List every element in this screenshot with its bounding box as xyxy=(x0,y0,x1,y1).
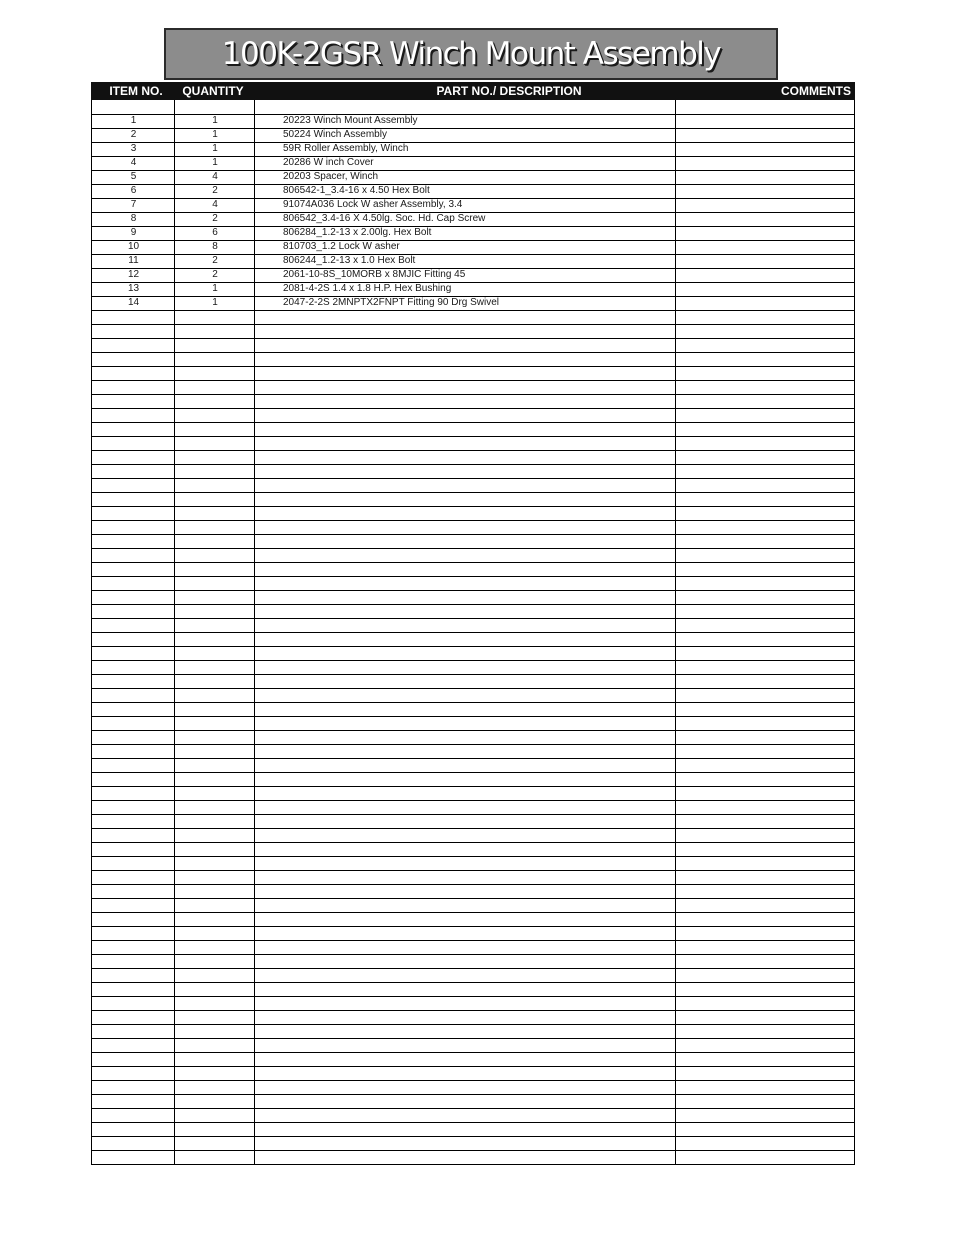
table-row xyxy=(92,240,856,254)
item-number: 7 xyxy=(130,199,137,210)
table-row xyxy=(92,170,856,184)
description-cell: 806284_1.2-13 x 2.00lg. Hex Bolt xyxy=(283,227,432,238)
row-line xyxy=(92,324,854,325)
row-line xyxy=(92,1010,854,1011)
row-line xyxy=(92,562,854,563)
quantity-cell: 1 xyxy=(212,297,218,308)
table-header xyxy=(91,82,855,100)
quantity-cell: 1 xyxy=(212,143,218,154)
description-cell: 20286 W inch Cover xyxy=(283,157,374,168)
row-line xyxy=(92,926,854,927)
row-line xyxy=(92,394,854,395)
table-row xyxy=(92,128,856,142)
quantity-cell: 2 xyxy=(212,213,218,224)
row-line xyxy=(92,660,854,661)
row-line xyxy=(92,814,854,815)
row-line xyxy=(92,548,854,549)
row-line xyxy=(92,982,854,983)
table-row xyxy=(92,226,856,240)
table-row xyxy=(92,142,856,156)
description-cell: 59R Roller Assembly, Winch xyxy=(283,143,409,154)
description-cell: 50224 Winch Assembly xyxy=(283,129,387,140)
row-line xyxy=(92,758,854,759)
table-row xyxy=(92,282,856,296)
row-line xyxy=(92,408,854,409)
row-line xyxy=(92,450,854,451)
item-number: 5 xyxy=(130,171,137,182)
item-number: 13 xyxy=(127,283,140,294)
row-line xyxy=(92,1094,854,1095)
row-line xyxy=(92,1066,854,1067)
row-line xyxy=(92,674,854,675)
row-line xyxy=(92,842,854,843)
row-line xyxy=(92,1122,854,1123)
quantity-cell: 1 xyxy=(212,157,218,168)
row-line xyxy=(92,744,854,745)
table-row xyxy=(92,268,856,282)
item-number: 3 xyxy=(130,143,137,154)
quantity-cell: 8 xyxy=(212,241,218,252)
item-number: 9 xyxy=(130,227,137,238)
table-row xyxy=(92,156,856,170)
row-line xyxy=(92,1024,854,1025)
row-line xyxy=(92,716,854,717)
row-line xyxy=(92,898,854,899)
row-line xyxy=(92,1052,854,1053)
row-line xyxy=(92,534,854,535)
row-line xyxy=(92,604,854,605)
item-number: 11 xyxy=(128,255,139,266)
item-number: 1 xyxy=(130,115,137,126)
quantity-cell: 2 xyxy=(212,269,218,280)
quantity-cell: 1 xyxy=(212,283,218,294)
row-line xyxy=(92,828,854,829)
description-cell: 2047-2-2S 2MNPTX2FNPT Fitting 90 Drg Swivel xyxy=(283,297,500,308)
row-line xyxy=(92,478,854,479)
row-line xyxy=(92,772,854,773)
table-row xyxy=(92,198,856,212)
quantity-cell: 2 xyxy=(212,185,218,196)
row-line xyxy=(92,380,854,381)
row-line xyxy=(92,870,854,871)
item-number: 14 xyxy=(127,297,140,308)
description-cell: 20223 Winch Mount Assembly xyxy=(283,115,418,126)
row-line xyxy=(92,464,854,465)
description-cell: 810703_1.2 Lock W asher xyxy=(283,241,400,252)
table-row xyxy=(92,184,856,198)
table-row xyxy=(92,254,856,268)
row-line xyxy=(92,884,854,885)
table-grid xyxy=(91,100,855,1165)
row-line xyxy=(92,688,854,689)
item-number: 6 xyxy=(130,185,137,196)
description-cell: 806542_3.4-16 X 4.50lg. Soc. Hd. Cap Screw xyxy=(283,213,486,224)
row-line xyxy=(92,436,854,437)
item-number: 4 xyxy=(130,157,137,168)
item-number: 8 xyxy=(130,213,137,224)
row-line xyxy=(92,590,854,591)
row-line xyxy=(92,1136,854,1137)
quantity-cell: 1 xyxy=(212,129,218,140)
header-part-description: PART NO./ DESCRIPTION xyxy=(436,84,582,98)
row-line xyxy=(92,954,854,955)
row-line xyxy=(92,632,854,633)
quantity-cell: 4 xyxy=(212,171,218,182)
row-line xyxy=(92,702,854,703)
row-line xyxy=(92,1150,854,1151)
row-line xyxy=(92,1080,854,1081)
quantity-cell: 6 xyxy=(212,227,218,238)
description-cell: 2061-10-8S_10MORB x 8MJIC Fitting 45 xyxy=(283,269,466,280)
header-comments: COMMENTS xyxy=(781,84,851,98)
row-line xyxy=(92,310,854,311)
description-cell: 2081-4-2S 1.4 x 1.8 H.P. Hex Bushing xyxy=(283,283,452,294)
row-line xyxy=(92,856,854,857)
row-line xyxy=(92,492,854,493)
row-line xyxy=(92,520,854,521)
table-row xyxy=(92,212,856,226)
row-line xyxy=(92,338,854,339)
row-line xyxy=(92,506,854,507)
row-line xyxy=(92,618,854,619)
quantity-cell: 2 xyxy=(212,255,218,266)
row-line xyxy=(92,940,854,941)
description-cell: 20203 Spacer, Winch xyxy=(283,171,379,182)
row-line xyxy=(92,352,854,353)
description-cell: 806542-1_3.4-16 x 4.50 Hex Bolt xyxy=(283,185,430,196)
row-line xyxy=(92,646,854,647)
row-line xyxy=(92,1164,854,1165)
description-cell: 91074A036 Lock W asher Assembly, 3.4 xyxy=(283,199,463,210)
row-line xyxy=(92,730,854,731)
quantity-cell: 1 xyxy=(212,115,218,126)
item-number: 10 xyxy=(127,241,140,252)
row-line xyxy=(92,996,854,997)
item-number: 2 xyxy=(130,129,137,140)
quantity-cell: 4 xyxy=(212,199,218,210)
item-number: 12 xyxy=(127,269,140,280)
title-banner xyxy=(164,28,778,80)
description-cell: 806244_1.2-13 x 1.0 Hex Bolt xyxy=(283,255,416,266)
header-quantity: QUANTITY xyxy=(182,84,244,98)
row-line xyxy=(92,912,854,913)
row-line xyxy=(92,1108,854,1109)
row-line xyxy=(92,968,854,969)
row-line xyxy=(92,800,854,801)
row-line xyxy=(92,1038,854,1039)
row-line xyxy=(92,422,854,423)
table-row xyxy=(92,296,856,310)
header-item-no: ITEM NO. xyxy=(109,84,163,98)
row-line xyxy=(92,366,854,367)
table-row xyxy=(92,114,856,128)
row-line xyxy=(92,786,854,787)
row-line xyxy=(92,576,854,577)
document-title: 100K-2GSR Winch Mount Assembly xyxy=(221,36,721,72)
